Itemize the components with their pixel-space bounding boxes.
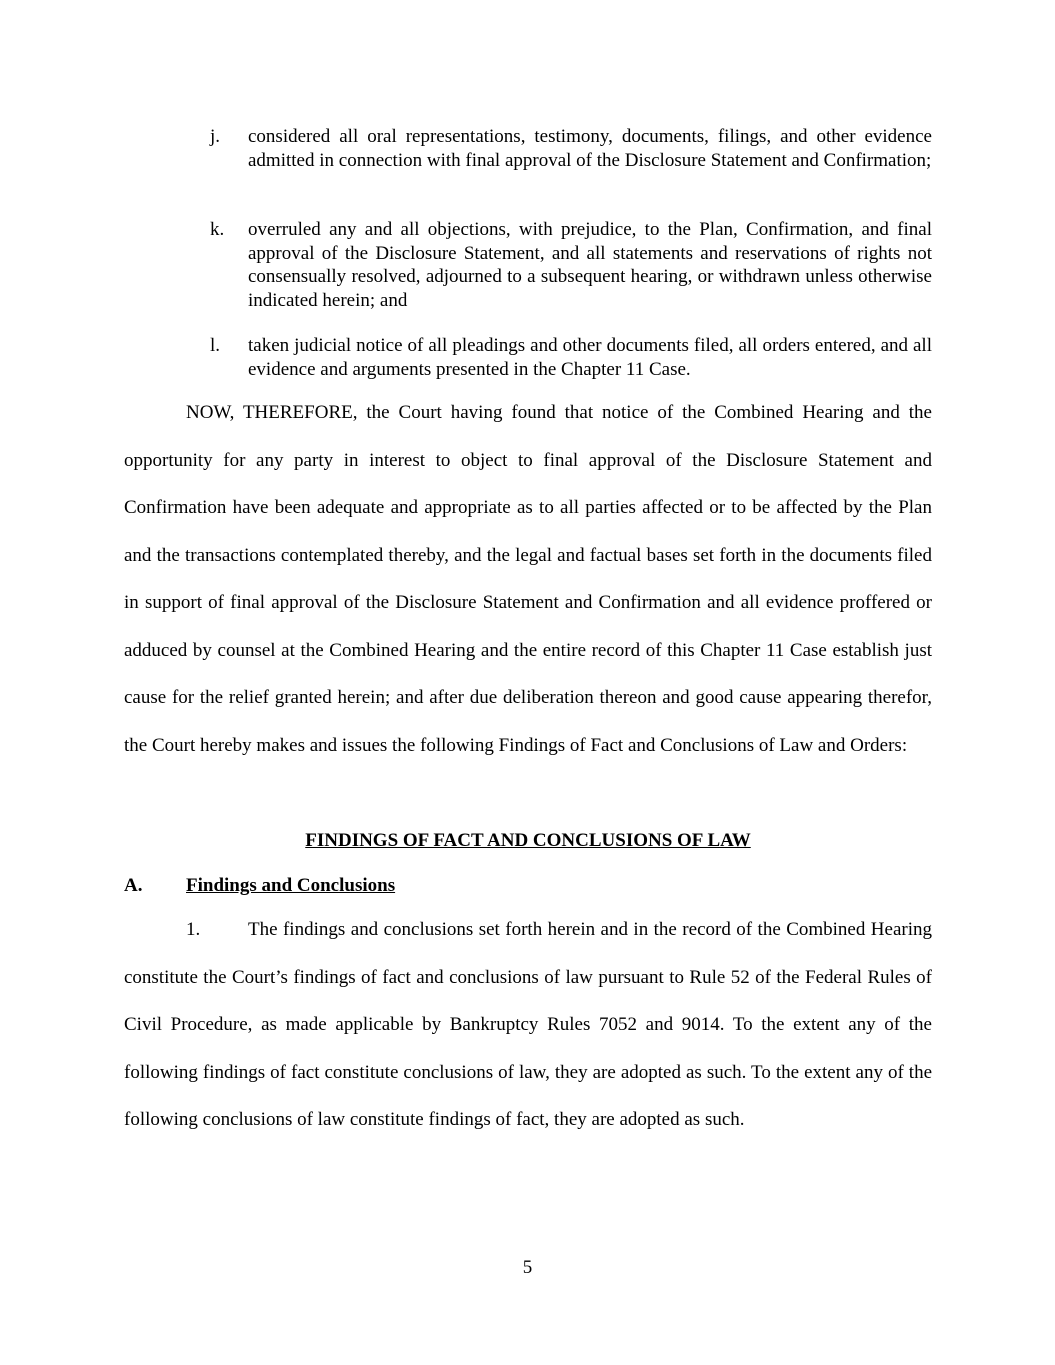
- page-number: 5: [522, 1257, 533, 1278]
- list-marker: j.: [210, 126, 221, 147]
- paragraph-1: [124, 906, 932, 1144]
- findings-heading: FINDINGS OF FACT AND CONCLUSIONS OF LAW: [305, 830, 751, 851]
- section-letter: A.: [124, 875, 143, 896]
- now-therefore-paragraph: NOW, THEREFORE, the Court having found that notice of the Combined Hearing and the opportunity for any party in interest to object to final approval of the Disclosure Statement and Confirmation have been adequate and appropriate as to all parties affected or to be affected by the Plan and the transactions contemplated thereby, and the legal and factual bases set forth in the documents filed in support of final approval of the Disclosure Statement and Confirmation and all evidence proffered or adduced by counsel at the Combined Hearing and the entire record of this Chapter 11 Case establish just cause for the relief granted herein; and after due deliberation thereon and good cause appearing therefor, the Court hereby makes and issues the following Findings of Fact and Conclusions of Law and Orders:: [124, 402, 932, 756]
- paragraph-number: 1.: [186, 919, 201, 940]
- list-item-j: [210, 125, 932, 172]
- list-marker: k.: [210, 219, 225, 240]
- section-a-heading: [124, 875, 395, 897]
- list-item-l: [210, 334, 932, 381]
- list-text: overruled any and all objections, with prejudice, to the Plan, Confirmation, and final approval of the Disclosure Statement, and all statements and reservations of rights not consensually resolved, adjourned to a subsequent hearing, or withdrawn unless otherwise indicated herein; and: [248, 219, 932, 311]
- list-text: considered all oral representations, testimony, documents, filings, and other evidence admitted in connection with final approval of the Disclosure Statement and Confirmation;: [248, 126, 932, 171]
- paragraph-text: The findings and conclusions set forth herein and in the record of the Combined Hearing constitute the Court’s findings of fact and conclusions of law pursuant to Rule 52 of the Federal Rules of Civil Procedure, as made applicable by Bankruptcy Rules 7052 and 9014. To the extent any of the following findings of fact constitute conclusions of law, they are adopted as such. To the extent any of the following conclusions of law constitute findings of fact, they are adopted as such.: [124, 919, 932, 1130]
- section-title: Findings and Conclusions: [186, 875, 396, 896]
- list-marker: l.: [210, 335, 221, 356]
- list-text: taken judicial notice of all pleadings and other documents filed, all orders entered, and all evidence and arguments presented in the Chapter 11 Case.: [248, 335, 932, 380]
- list-item-k: [210, 218, 932, 312]
